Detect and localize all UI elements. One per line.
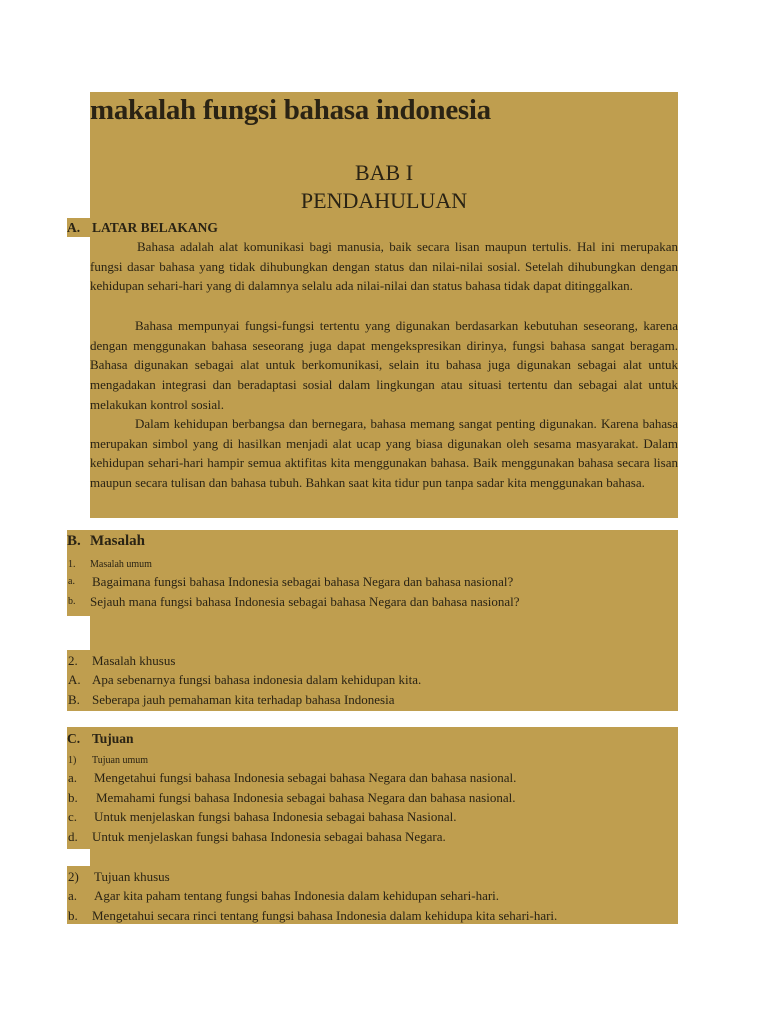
tujuan-khusus-marker: 2) xyxy=(68,869,79,884)
list-item-marker: a. xyxy=(68,576,75,587)
list-item: Mengetahui secara rinci tentang fungsi bahasa Indonesia dalam kehidupa kita sehari-hari. xyxy=(92,908,558,923)
list-item-marker: a. xyxy=(68,888,78,903)
paragraph-3: Dalam kehidupan berbangsa dan bernegara, bahasa memang sangat penting digunakan. Karena bahasa merupakan simbol yang di hasilkan menjadi alat ucap yang biasa digunakan oleh sesama masyarakat. Dalam kehidupan sehari-hari hampir semua aktifitas kita menggunakan bahasa. Baik menggunakan bahasa secara lisan maupun secara tulisan dan bahasa tubuh. Bahkan saat kita tidur pun tanpa sadar kita menggunakan bahasa. xyxy=(90,416,678,491)
masalah-umum-label: Masalah umum xyxy=(90,559,152,570)
section-c-marker: C. xyxy=(67,731,81,746)
list-item-marker: d. xyxy=(68,829,78,844)
highlight-indent-c xyxy=(90,846,678,868)
paragraph-1: Bahasa adalah alat komunikasi bagi manusia, baik secara lisan maupun tertulis. Hal ini merupakan fungsi dasar bahasa yang tidak dihubungkan dengan status dan nilai-nilai sosial. Setelah dihubungkan dengan kehidupan sehari-hari yang di dalamnya selalu ada nilai-nilai dan status bahasa tidak dapat ditinggalkan. xyxy=(90,239,678,294)
list-item: Bagaimana fungsi bahasa Indonesia sebagai bahasa Negara dan bahasa nasional? xyxy=(92,574,514,589)
tujuan-umum-marker: 1) xyxy=(68,755,77,766)
section-b-heading: Masalah xyxy=(90,533,146,549)
section-a-heading: LATAR BELAKANG xyxy=(92,220,218,235)
highlight-indent-b xyxy=(90,612,678,650)
list-item: Seberapa jauh pemahaman kita terhadap bahasa Indonesia xyxy=(92,692,395,707)
list-item: Mengetahui fungsi bahasa Indonesia sebagai bahasa Negara dan bahasa nasional. xyxy=(94,770,517,785)
list-item-marker: B. xyxy=(68,692,80,707)
chapter-title: PENDAHULUAN xyxy=(300,188,468,213)
list-item: Untuk menjelaskan fungsi bahasa Indonesia sebagai bahasa Negara. xyxy=(92,829,446,844)
list-item-marker: A. xyxy=(68,672,81,687)
list-item: Sejauh mana fungsi bahasa Indonesia sebagai bahasa Negara dan bahasa nasional? xyxy=(90,594,520,609)
list-item: Agar kita paham tentang fungsi bahas Indonesia dalam kehidupan sehari-hari. xyxy=(94,888,500,903)
tujuan-khusus-label: Tujuan khusus xyxy=(94,869,170,884)
paragraph-2: Bahasa mempunyai fungsi-fungsi tertentu yang digunakan berdasarkan kebutuhan seseorang, karena dengan menggunakan bahasa seseorang juga dapat mengekspresikan dirinya, fungsi bahasa sangat beragam. Bahasa digunakan sebagai alat untuk berkomunikasi, selain itu bahasa juga digunakan sebagai alat untuk mengadakan integrasi dan beradaptasi sosial dalam lingkungan atau situasi tertentu dan sebagai alat untuk melakukan kontrol sosial. xyxy=(90,318,678,412)
chapter-number: BAB I xyxy=(354,160,414,185)
masalah-khusus-label: Masalah khusus xyxy=(92,653,176,668)
list-item: Untuk menjelaskan fungsi bahasa Indonesia sebagai bahasa Nasional. xyxy=(94,809,457,824)
document-title: makalah fungsi bahasa indonesia xyxy=(90,94,491,126)
list-item-marker: b. xyxy=(68,908,78,923)
tujuan-umum-label: Tujuan umum xyxy=(92,755,149,766)
masalah-khusus-marker: 2. xyxy=(68,653,78,668)
section-b-marker: B. xyxy=(67,533,81,549)
list-item: Apa sebenarnya fungsi bahasa indonesia dalam kehidupan kita. xyxy=(92,672,422,687)
section-c-heading: Tujuan xyxy=(92,731,134,746)
list-item-marker: b. xyxy=(68,596,76,607)
section-a-marker: A. xyxy=(67,220,81,235)
list-item-marker: b. xyxy=(68,790,78,805)
list-item-marker: c. xyxy=(68,809,78,824)
list-item-marker: a. xyxy=(68,770,78,785)
list-item: Memahami fungsi bahasa Indonesia sebagai bahasa Negara dan bahasa nasional. xyxy=(96,790,516,805)
masalah-umum-marker: 1. xyxy=(68,559,76,570)
